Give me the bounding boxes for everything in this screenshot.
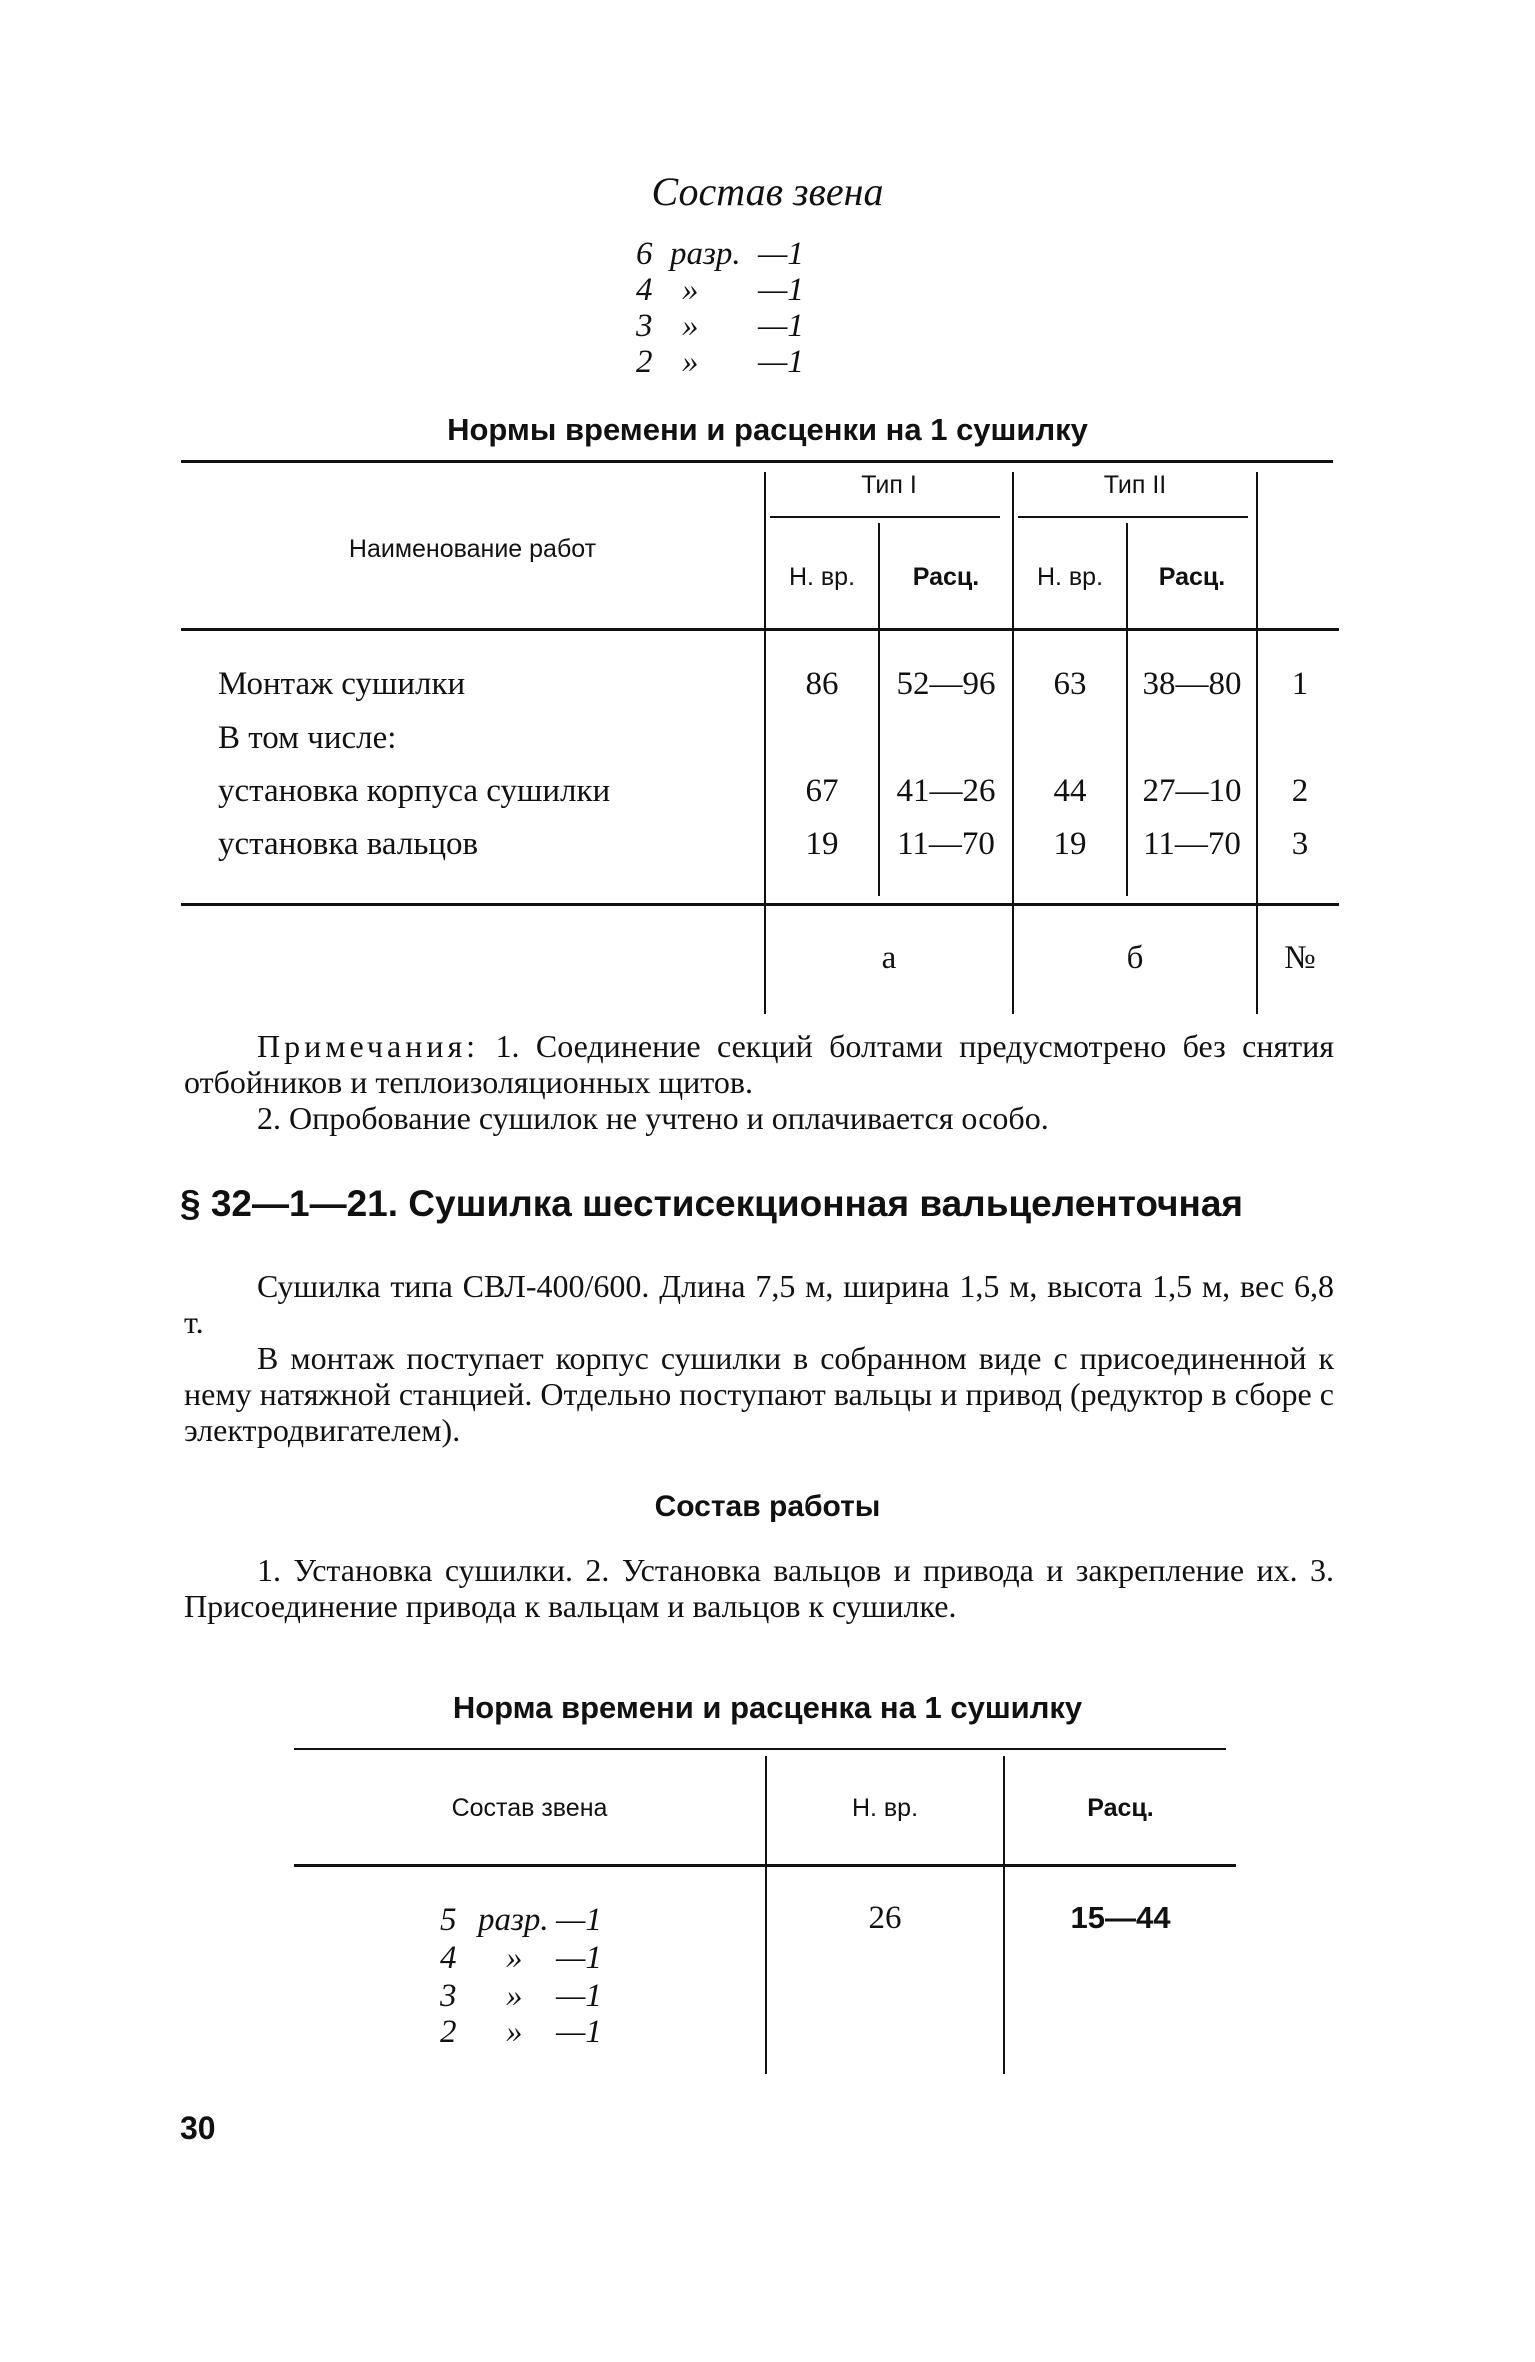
table1-type1: Тип I	[861, 471, 917, 499]
table1-row-name: Монтаж сушилки	[218, 666, 466, 702]
table1-cell: 86	[805, 666, 839, 702]
table2-rasc-value: 15—44	[1070, 1900, 1171, 1935]
table1-footer-b: б	[1126, 940, 1144, 976]
section-paragraph-2: В монтаж поступает корпус сушилки в собранном виде с присоединенной к нему натяжной станцией. Отдельно поступают вальцы и привод (редуктор в сборе с электродвигателем).	[184, 1340, 1334, 1448]
crew-unit: »	[506, 2014, 523, 2050]
section-paragraph-1: Сушилка типа СВЛ-400/600. Длина 7,5 м, ширина 1,5 м, высота 1,5 м, вес 6,8 т.	[184, 1268, 1334, 1340]
table2-crew-row	[440, 1940, 640, 1978]
table1-header-rule	[181, 628, 1339, 631]
table1-nvr-2: Н. вр.	[1036, 563, 1104, 591]
crew-unit: »	[682, 272, 699, 308]
table1-cell: 38—80	[1142, 666, 1242, 702]
table1-row-name: установка вальцов	[218, 826, 479, 862]
table1-cell: 41—26	[896, 773, 996, 809]
crew-unit: »	[682, 308, 699, 344]
table1-cell: 19	[1053, 826, 1087, 862]
table2-crew-row	[440, 1978, 640, 2016]
notes-label: Примечания:	[257, 1028, 480, 1064]
table1-heading: Нормы времени и расценки на 1 сушилку	[447, 412, 1088, 447]
table1-type2: Тип II	[1103, 471, 1167, 499]
crew-grade: 4	[636, 272, 653, 308]
page-number: 30	[180, 2110, 216, 2146]
crew-unit: разр.	[478, 1902, 549, 1938]
table1-nvr-1: Н. вр.	[788, 563, 856, 591]
crew-row	[636, 272, 876, 310]
crew-row	[636, 236, 876, 274]
crew-count: —1	[758, 308, 804, 344]
note-1	[184, 1028, 1334, 1100]
note-1-text: 1. Соединение секций болтами предусмотрено без снятия отбойников и теплоизоляционных щитов.	[184, 1028, 1335, 1100]
table2-top-rule	[294, 1748, 1226, 1750]
table1-col-name: Наименование работ	[348, 535, 597, 563]
table1-row-number: 2	[1291, 773, 1309, 809]
crew-grade: 2	[440, 2014, 457, 2050]
crew-unit: »	[506, 1978, 523, 2014]
table1-row-number: 1	[1291, 666, 1309, 702]
table2-crew-row	[440, 1902, 640, 1940]
table1-cell: 11—70	[897, 826, 995, 862]
crew-row	[636, 344, 876, 382]
table2-nvr-value: 26	[868, 1900, 902, 1936]
table1-top-rule	[181, 460, 1333, 463]
table1-row-name: установка корпуса сушилки	[218, 773, 611, 809]
crew-grade: 3	[440, 1978, 457, 2014]
table2-col-nvr: Н. вр.	[851, 1794, 919, 1822]
crew-row	[636, 308, 876, 346]
section-title: § 32—1—21. Сушилка шестисекционная вальцеленточная	[180, 1183, 1244, 1224]
crew-count: —1	[556, 1940, 602, 1976]
table1-col-divider	[1256, 472, 1258, 1014]
crew-grade: 2	[636, 344, 653, 380]
table1-cell: 44	[1053, 773, 1087, 809]
table1-rasc-2: Расц.	[1158, 563, 1226, 591]
table1-cell: 19	[805, 826, 839, 862]
table1-row-name: В том числе:	[218, 720, 397, 756]
crew-count: —1	[758, 236, 804, 272]
table1-cell: 63	[1053, 666, 1087, 702]
crew-unit: »	[506, 1940, 523, 1976]
table1-cell: 67	[805, 773, 839, 809]
crew-count: —1	[556, 1902, 602, 1938]
table1-cell: 11—70	[1143, 826, 1241, 862]
crew-grade: 5	[440, 1902, 457, 1938]
note-2: 2. Опробование сушилок не учтено и оплачивается особо.	[257, 1100, 1049, 1136]
table1-footer-no: №	[1284, 940, 1316, 976]
table1-rasc-1: Расц.	[912, 563, 980, 591]
table1-cell: 52—96	[896, 666, 996, 702]
work-heading: Состав работы	[654, 1490, 881, 1523]
crew-grade: 6	[636, 236, 653, 272]
table2-heading: Норма времени и расценка на 1 сушилку	[452, 1690, 1083, 1725]
crew-count: —1	[758, 272, 804, 308]
table1-row-number: 3	[1291, 826, 1309, 862]
table2-col-crew: Состав звена	[451, 1794, 608, 1822]
table2-crew-row	[440, 2014, 640, 2052]
table1-col-divider	[1012, 472, 1014, 1014]
crew-count: —1	[758, 344, 804, 380]
table1-footer-a: а	[881, 940, 897, 976]
crew-unit: разр.	[670, 236, 741, 272]
table1-type2-rule	[1018, 516, 1248, 518]
table1-col-divider	[764, 472, 766, 1014]
crew-grade: 4	[440, 1940, 457, 1976]
crew-grade: 3	[636, 308, 653, 344]
crew-count: —1	[556, 2014, 602, 2050]
table1-type1-rule	[770, 516, 1000, 518]
crew-title: Состав звена	[651, 169, 884, 214]
work-text: 1. Установка сушилки. 2. Установка вальцов и привода и закрепление их. 3. Присоединение привода к вальцам и вальцов к сушилке.	[184, 1552, 1334, 1624]
crew-unit: »	[682, 344, 699, 380]
table1-cell: 27—10	[1142, 773, 1242, 809]
crew-count: —1	[556, 1978, 602, 2014]
table2-col-rasc: Расц.	[1087, 1794, 1154, 1822]
table1-bottom-rule	[181, 903, 1339, 906]
